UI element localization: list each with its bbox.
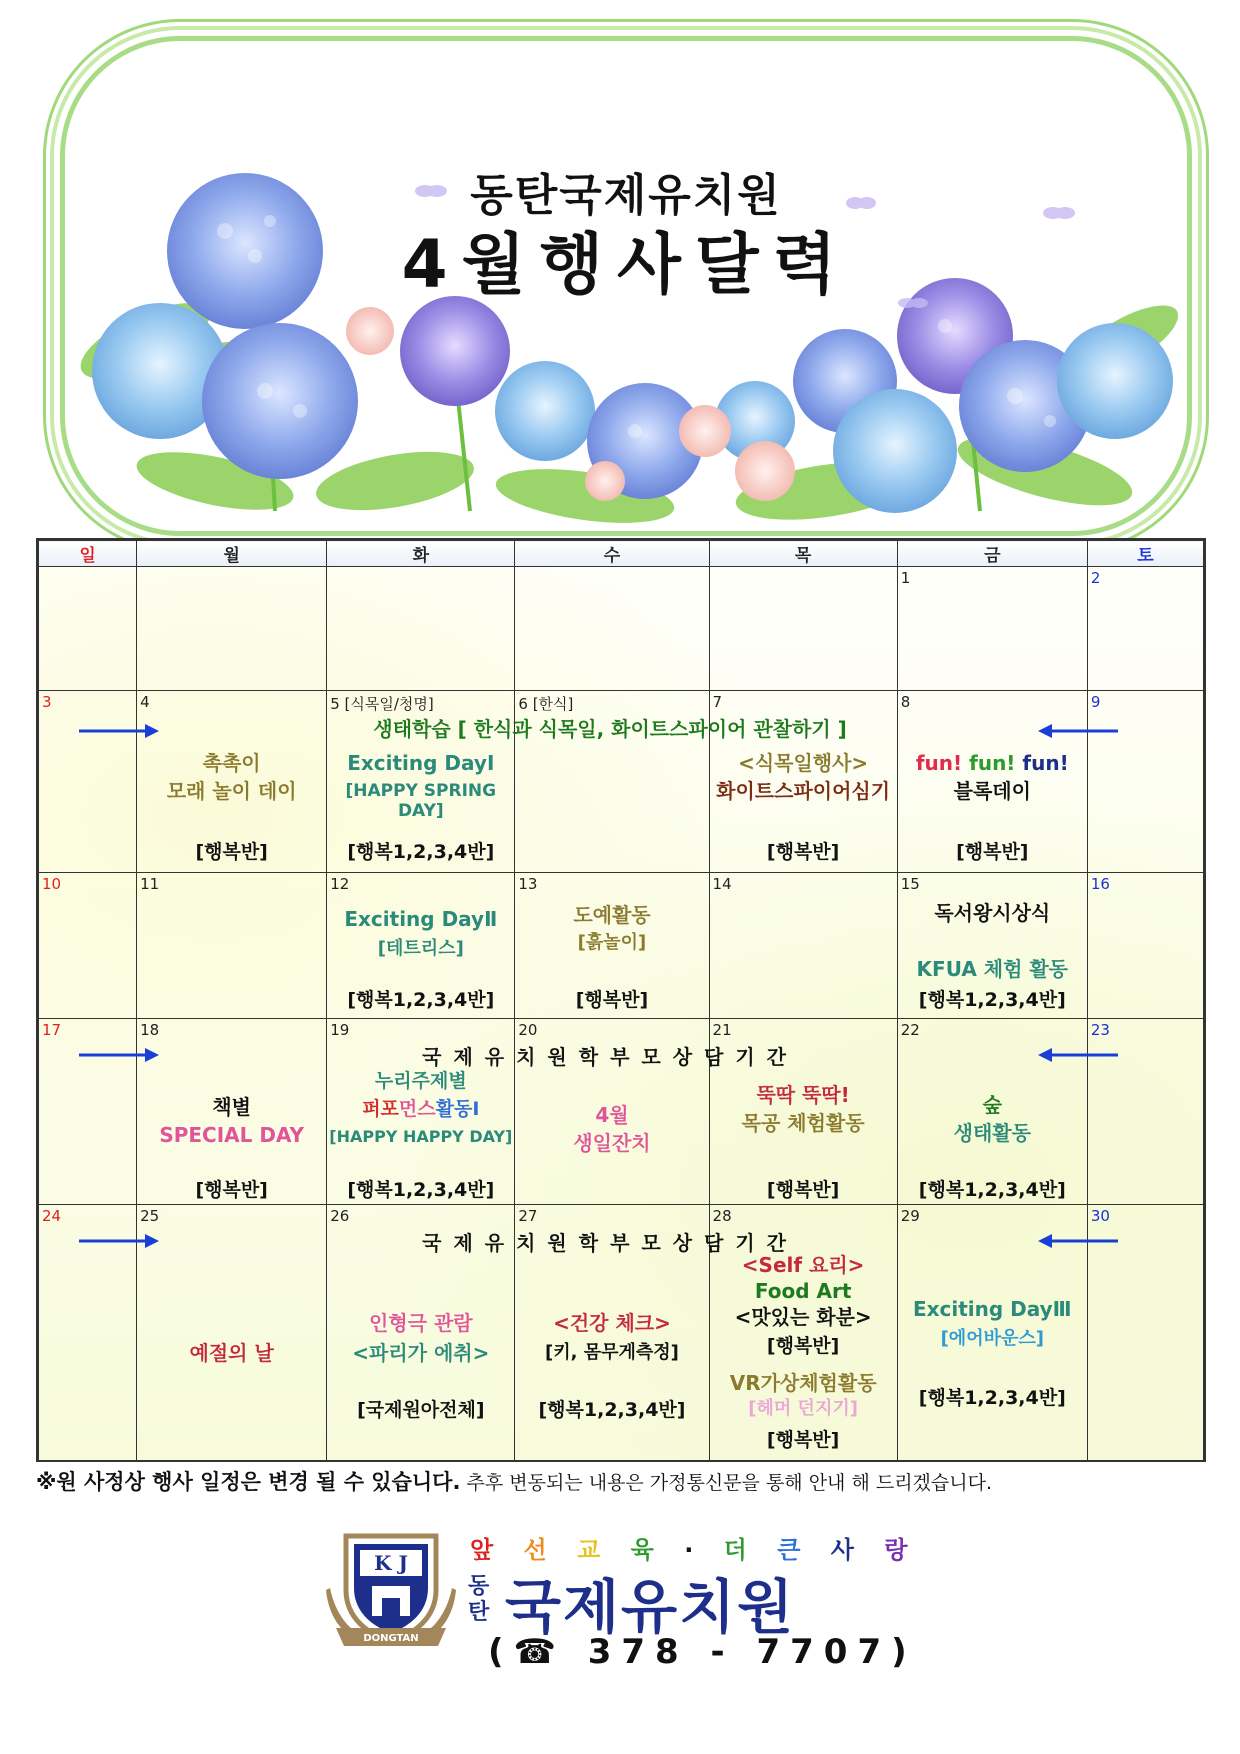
date-number: 2 xyxy=(1090,569,1101,587)
banner-parent-counseling: 국제유치원학부모상담기간 xyxy=(422,1045,798,1069)
event-title: 책별 xyxy=(212,1095,251,1119)
event-calendar xyxy=(36,538,1206,1462)
event-subtitle: 생태활동 xyxy=(953,1121,1031,1145)
event-subtitle: 모래 놀이 데이 xyxy=(166,779,297,803)
event-title: 촉촉이 xyxy=(202,751,261,775)
event-subtitle: [테트리스] xyxy=(377,938,464,959)
slogan-char: 사 xyxy=(830,1536,862,1564)
day-cell xyxy=(709,873,897,1019)
event-subtitle: <파리가 에취> xyxy=(352,1341,490,1365)
date-number: 13 xyxy=(518,875,538,893)
event-title: Exciting DayⅠ xyxy=(347,751,495,775)
day-cell xyxy=(137,873,327,1019)
date-number: 29 xyxy=(900,1207,920,1225)
class-label: [행복반] xyxy=(766,1179,840,1201)
slogan-char: 교 xyxy=(577,1536,609,1564)
event-title: 독서왕시상식 xyxy=(934,901,1051,925)
date-number: 11 xyxy=(140,875,160,893)
class-label: [행복반] xyxy=(575,989,649,1011)
date-number: 20 xyxy=(518,1021,538,1039)
class-label: [행복1,2,3,4반] xyxy=(918,1179,1066,1201)
event-title: 뚝딱 뚝딱! xyxy=(756,1083,850,1107)
weekday-thu: 목 xyxy=(709,541,897,567)
date-number: 10 xyxy=(42,875,62,893)
class-label: [행복1,2,3,4반] xyxy=(918,1387,1066,1409)
date-number: 12 xyxy=(330,875,350,893)
day-cell xyxy=(39,1205,137,1461)
date-number: 21 xyxy=(712,1021,732,1039)
school-logo-name: 국제유치원 xyxy=(505,1573,796,1641)
weekday-wed: 수 xyxy=(515,541,709,567)
performance-word: 먼스 xyxy=(398,1098,436,1120)
day-cell xyxy=(39,873,137,1019)
banner-parent-counseling: 국제유치원학부모상담기간 xyxy=(422,1231,798,1255)
fun-word: fun! xyxy=(1022,751,1069,775)
day-cell xyxy=(39,1019,137,1205)
event-title: 숲 xyxy=(982,1093,1002,1117)
date-number: 16 xyxy=(1090,875,1110,893)
date-number: 4 xyxy=(140,693,150,711)
event-subtitle: [헤머 던지기] xyxy=(748,1398,858,1419)
schedule-notice xyxy=(36,1466,992,1496)
class-label: [행복1,2,3,4반] xyxy=(918,989,1066,1011)
slogan-char: · xyxy=(684,1536,702,1564)
date-number: 26 xyxy=(330,1207,350,1225)
event-title: VR가상체험활동 xyxy=(729,1371,877,1395)
date-number: 28 xyxy=(712,1207,732,1225)
slogan-char: 앞 xyxy=(470,1536,502,1564)
fun-word: fun! xyxy=(915,751,963,775)
class-label: [국제원아전체] xyxy=(357,1399,485,1421)
day-cell xyxy=(1087,1205,1203,1461)
day-cell xyxy=(1087,1019,1203,1205)
event-subtitle: 목공 체험활동 xyxy=(741,1111,865,1135)
weekday-sun: 일 xyxy=(39,541,137,567)
school-emblem-icon xyxy=(326,1528,456,1648)
date-number: 18 xyxy=(140,1021,160,1039)
event-title: 예절의 날 xyxy=(189,1341,274,1365)
fun-word: fun! xyxy=(969,751,1016,775)
event-detail: [HAPPY HAPPY DAY] xyxy=(329,1127,513,1146)
date-number: 19 xyxy=(330,1021,350,1039)
event-title: 누리주제별 xyxy=(374,1070,467,1092)
event-title: 도예활동 xyxy=(573,903,651,927)
date-number: 5 [식목일/청명] xyxy=(330,695,434,713)
day-cell xyxy=(327,567,515,691)
date-number: 25 xyxy=(140,1207,160,1225)
day-cell xyxy=(327,873,515,1019)
event-subtitle: [에어바운스] xyxy=(940,1328,1044,1349)
event-title: 인형극 관람 xyxy=(369,1311,473,1335)
event-subtitle: KFUA 체험 활동 xyxy=(916,957,1069,981)
event-title: Exciting DayⅢ xyxy=(912,1297,1072,1321)
slogan-char: 육 xyxy=(630,1536,662,1564)
prefix-bottom: 탄 xyxy=(468,1600,490,1625)
arrow-left-icon xyxy=(1038,1231,1118,1251)
emblem-letters: K J xyxy=(374,1551,408,1575)
school-name-prefix xyxy=(468,1574,489,1626)
event-subtitle xyxy=(327,1095,514,1123)
date-number: 3 xyxy=(42,693,52,711)
arrow-left-icon xyxy=(1038,721,1118,741)
header-frame xyxy=(60,36,1192,536)
prefix-top: 동 xyxy=(468,1574,490,1599)
event-title: <건강 체크> xyxy=(553,1311,671,1335)
event-title: Exciting DayⅡ xyxy=(344,907,498,931)
date-number: 30 xyxy=(1090,1207,1110,1225)
event-subtitle: [흙놀이] xyxy=(577,932,647,953)
arrow-left-icon xyxy=(1038,1045,1118,1065)
class-label: [행복반] xyxy=(766,1429,840,1451)
date-number: 15 xyxy=(900,875,920,893)
class-label: [행복반] xyxy=(195,1179,268,1201)
event-title: 4월 xyxy=(595,1103,629,1127)
day-cell xyxy=(39,567,137,691)
class-label: [행복반] xyxy=(766,1335,840,1357)
date-number: 1 xyxy=(900,569,911,587)
date-number: 7 xyxy=(712,693,723,711)
date-number: 23 xyxy=(1090,1021,1110,1039)
date-number: 6 [한식] xyxy=(518,695,574,713)
event-title xyxy=(898,749,1087,777)
class-label: [행복반] xyxy=(195,841,268,863)
weekday-tue: 화 xyxy=(327,541,515,567)
day-cell xyxy=(515,567,709,691)
event-subtitle: [키, 몸무게측정] xyxy=(545,1342,679,1363)
date-number: 22 xyxy=(900,1021,920,1039)
weekday-sat: 토 xyxy=(1087,541,1203,567)
class-label: [행복1,2,3,4반] xyxy=(538,1399,686,1421)
weekday-mon: 월 xyxy=(137,541,327,567)
event-title: <Self 요리> xyxy=(741,1253,865,1277)
slogan-char: 선 xyxy=(523,1536,555,1564)
class-label: [행복반] xyxy=(766,841,840,863)
page-title: 4월행사달력 xyxy=(401,226,851,303)
event-title: <식목일행사> xyxy=(738,751,869,775)
day-cell xyxy=(515,873,709,1019)
date-number: 9 xyxy=(1090,693,1101,711)
day-cell xyxy=(897,567,1087,691)
slogan-char: 더 xyxy=(723,1536,755,1564)
day-cell xyxy=(1087,567,1203,691)
date-number: 27 xyxy=(518,1207,538,1225)
event-subtitle: Food Art xyxy=(754,1279,852,1303)
class-label: [행복반] xyxy=(956,841,1029,863)
day-cell xyxy=(137,567,327,691)
class-label: [행복1,2,3,4반] xyxy=(347,989,495,1011)
phone-number: (☎ 378 - 7707) xyxy=(488,1632,917,1672)
event-subtitle: [HAPPY SPRING DAY] xyxy=(345,781,497,821)
date-number: 24 xyxy=(42,1207,62,1225)
class-label: [행복1,2,3,4반] xyxy=(347,1179,495,1201)
date-number: 14 xyxy=(712,875,732,893)
date-number: 17 xyxy=(42,1021,62,1039)
performance-word: 활동Ⅰ xyxy=(435,1098,480,1120)
slogan-char: 랑 xyxy=(884,1536,916,1564)
event-subtitle: 블록데이 xyxy=(953,779,1031,803)
event-subtitle: 화이트스파이어심기 xyxy=(716,779,891,803)
notice-bold: ※원 사정상 행사 일정은 변경 될 수 있습니다. xyxy=(36,1470,461,1494)
slogan-char: 큰 xyxy=(777,1536,809,1564)
emblem-ribbon-text: DONGTAN xyxy=(363,1633,419,1644)
event-detail: <맛있는 화분> xyxy=(734,1305,872,1329)
date-number: 8 xyxy=(900,693,911,711)
day-cell xyxy=(1087,691,1203,873)
class-label: [행복1,2,3,4반] xyxy=(347,841,495,863)
banner-eco-learning: 생태학습 [ 한식과 식목일, 화이트스파이어 관찰하기 ] xyxy=(373,717,847,741)
school-name: 동탄국제유치원 xyxy=(470,170,782,221)
performance-word: 퍼포 xyxy=(362,1098,399,1120)
weekday-fri: 금 xyxy=(897,541,1087,567)
day-cell xyxy=(1087,873,1203,1019)
day-cell xyxy=(897,873,1087,1019)
event-subtitle: 생일잔치 xyxy=(573,1131,651,1155)
day-cell xyxy=(709,567,897,691)
notice-rest: 추후 변동되는 내용은 가정통신문을 통해 안내 해 드리겠습니다. xyxy=(466,1472,993,1494)
day-cell xyxy=(39,691,137,873)
event-subtitle: SPECIAL DAY xyxy=(159,1123,304,1147)
